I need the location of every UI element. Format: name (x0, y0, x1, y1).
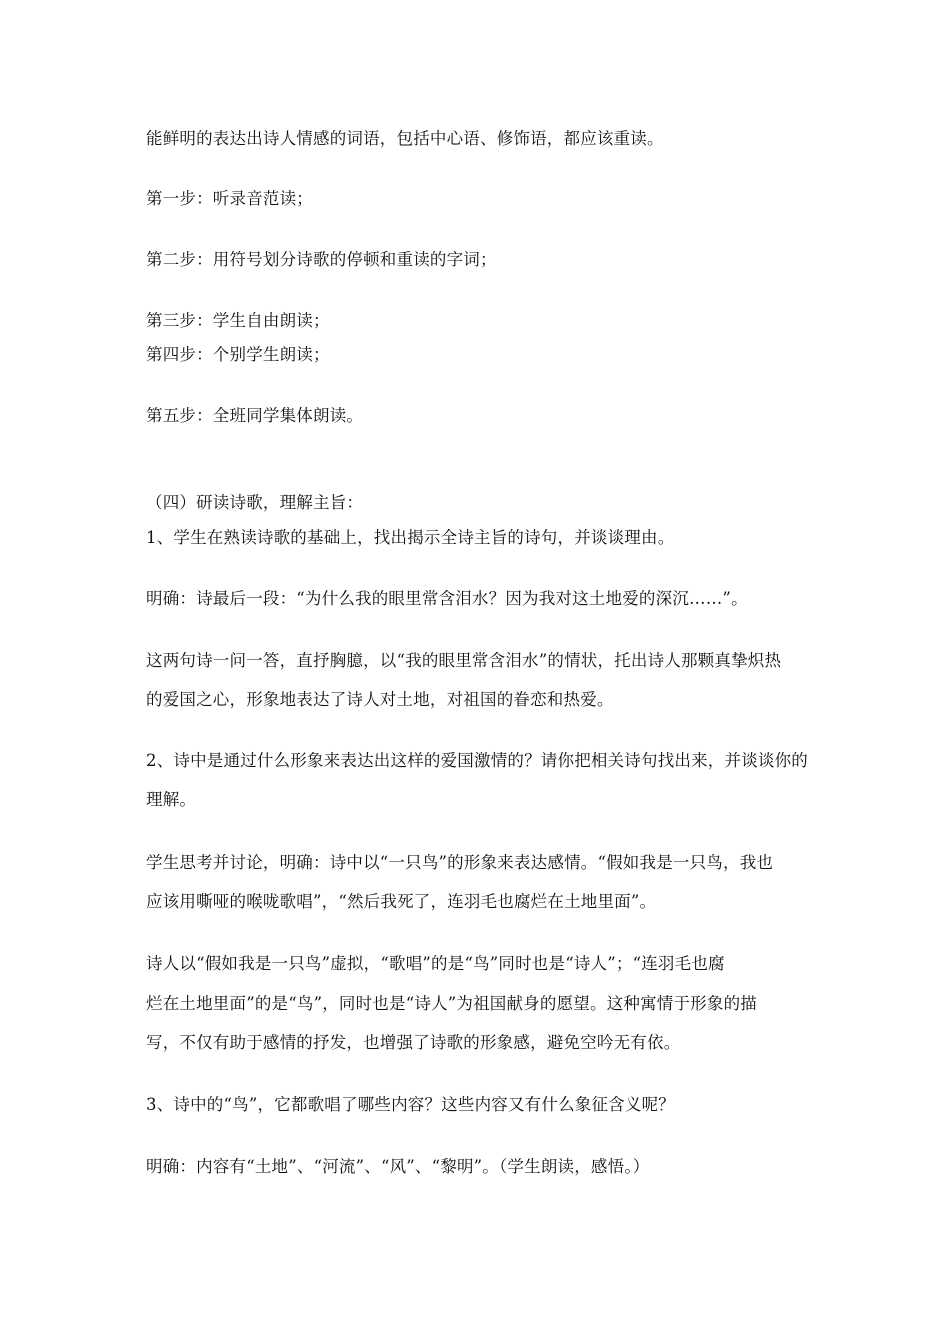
text-line: 烂在土地里面”的是“鸟”，同时也是“诗人”为祖国献身的愿望。这种寓情于形象的描 (146, 994, 757, 1013)
text-line: 写，不仅有助于感情的抒发，也增强了诗歌的形象感，避免空吟无有依。 (146, 1033, 681, 1052)
text-line: 的爱国之心，形象地表达了诗人对土地，对祖国的眷恋和热爱。 (146, 690, 614, 709)
text-line: 应该用嘶哑的喉咙歌唱”，“然后我死了，连羽毛也腐烂在土地里面”。 (146, 892, 657, 911)
step-five: 第五步：全班同学集体朗读。 (146, 406, 364, 425)
section-heading: （四）研读诗歌，理解主旨： (146, 493, 364, 512)
step-three: 第三步：学生自由朗读； (146, 311, 330, 330)
step-two: 第二步：用符号划分诗歌的停顿和重读的字词； (146, 250, 497, 269)
step-four: 第四步：个别学生朗读； (146, 345, 330, 364)
question-2: 2、诗中是通过什么形象来表达出这样的爱国激情的？请你把相关诗句找出来，并谈谈你的 (146, 751, 808, 770)
text-line: 这两句诗一问一答，直抒胸臆，以“我的眼里常含泪水”的情状，托出诗人那颗真挚炽热 (146, 651, 782, 670)
step-one: 第一步：听录音范读； (146, 189, 313, 208)
text-line: 理解。 (146, 790, 197, 809)
answer-2: 学生思考并讨论，明确：诗中以“一只鸟”的形象来表达感情。“假如我是一只鸟，我也 (146, 853, 774, 872)
question-3: 3、诗中的“鸟”，它都歌唱了哪些内容？这些内容又有什么象征含义呢？ (146, 1095, 675, 1114)
answer-3: 明确：内容有“土地”、“河流”、“风”、“黎明”。（学生朗读，感悟。） (146, 1157, 650, 1176)
question-1: 1、学生在熟读诗歌的基础上，找出揭示全诗主旨的诗句，并谈谈理由。 (146, 528, 675, 547)
text-line: 诗人以“假如我是一只鸟”虚拟，“歌唱”的是“鸟”同时也是“诗人”；“连羽毛也腐 (146, 954, 725, 973)
answer-1: 明确：诗最后一段：“为什么我的眼里常含泪水？因为我对这土地爱的深沉……”。 (146, 589, 748, 608)
text-line: 能鲜明的表达出诗人情感的词语，包括中心语、修饰语，都应该重读。 (146, 129, 664, 148)
